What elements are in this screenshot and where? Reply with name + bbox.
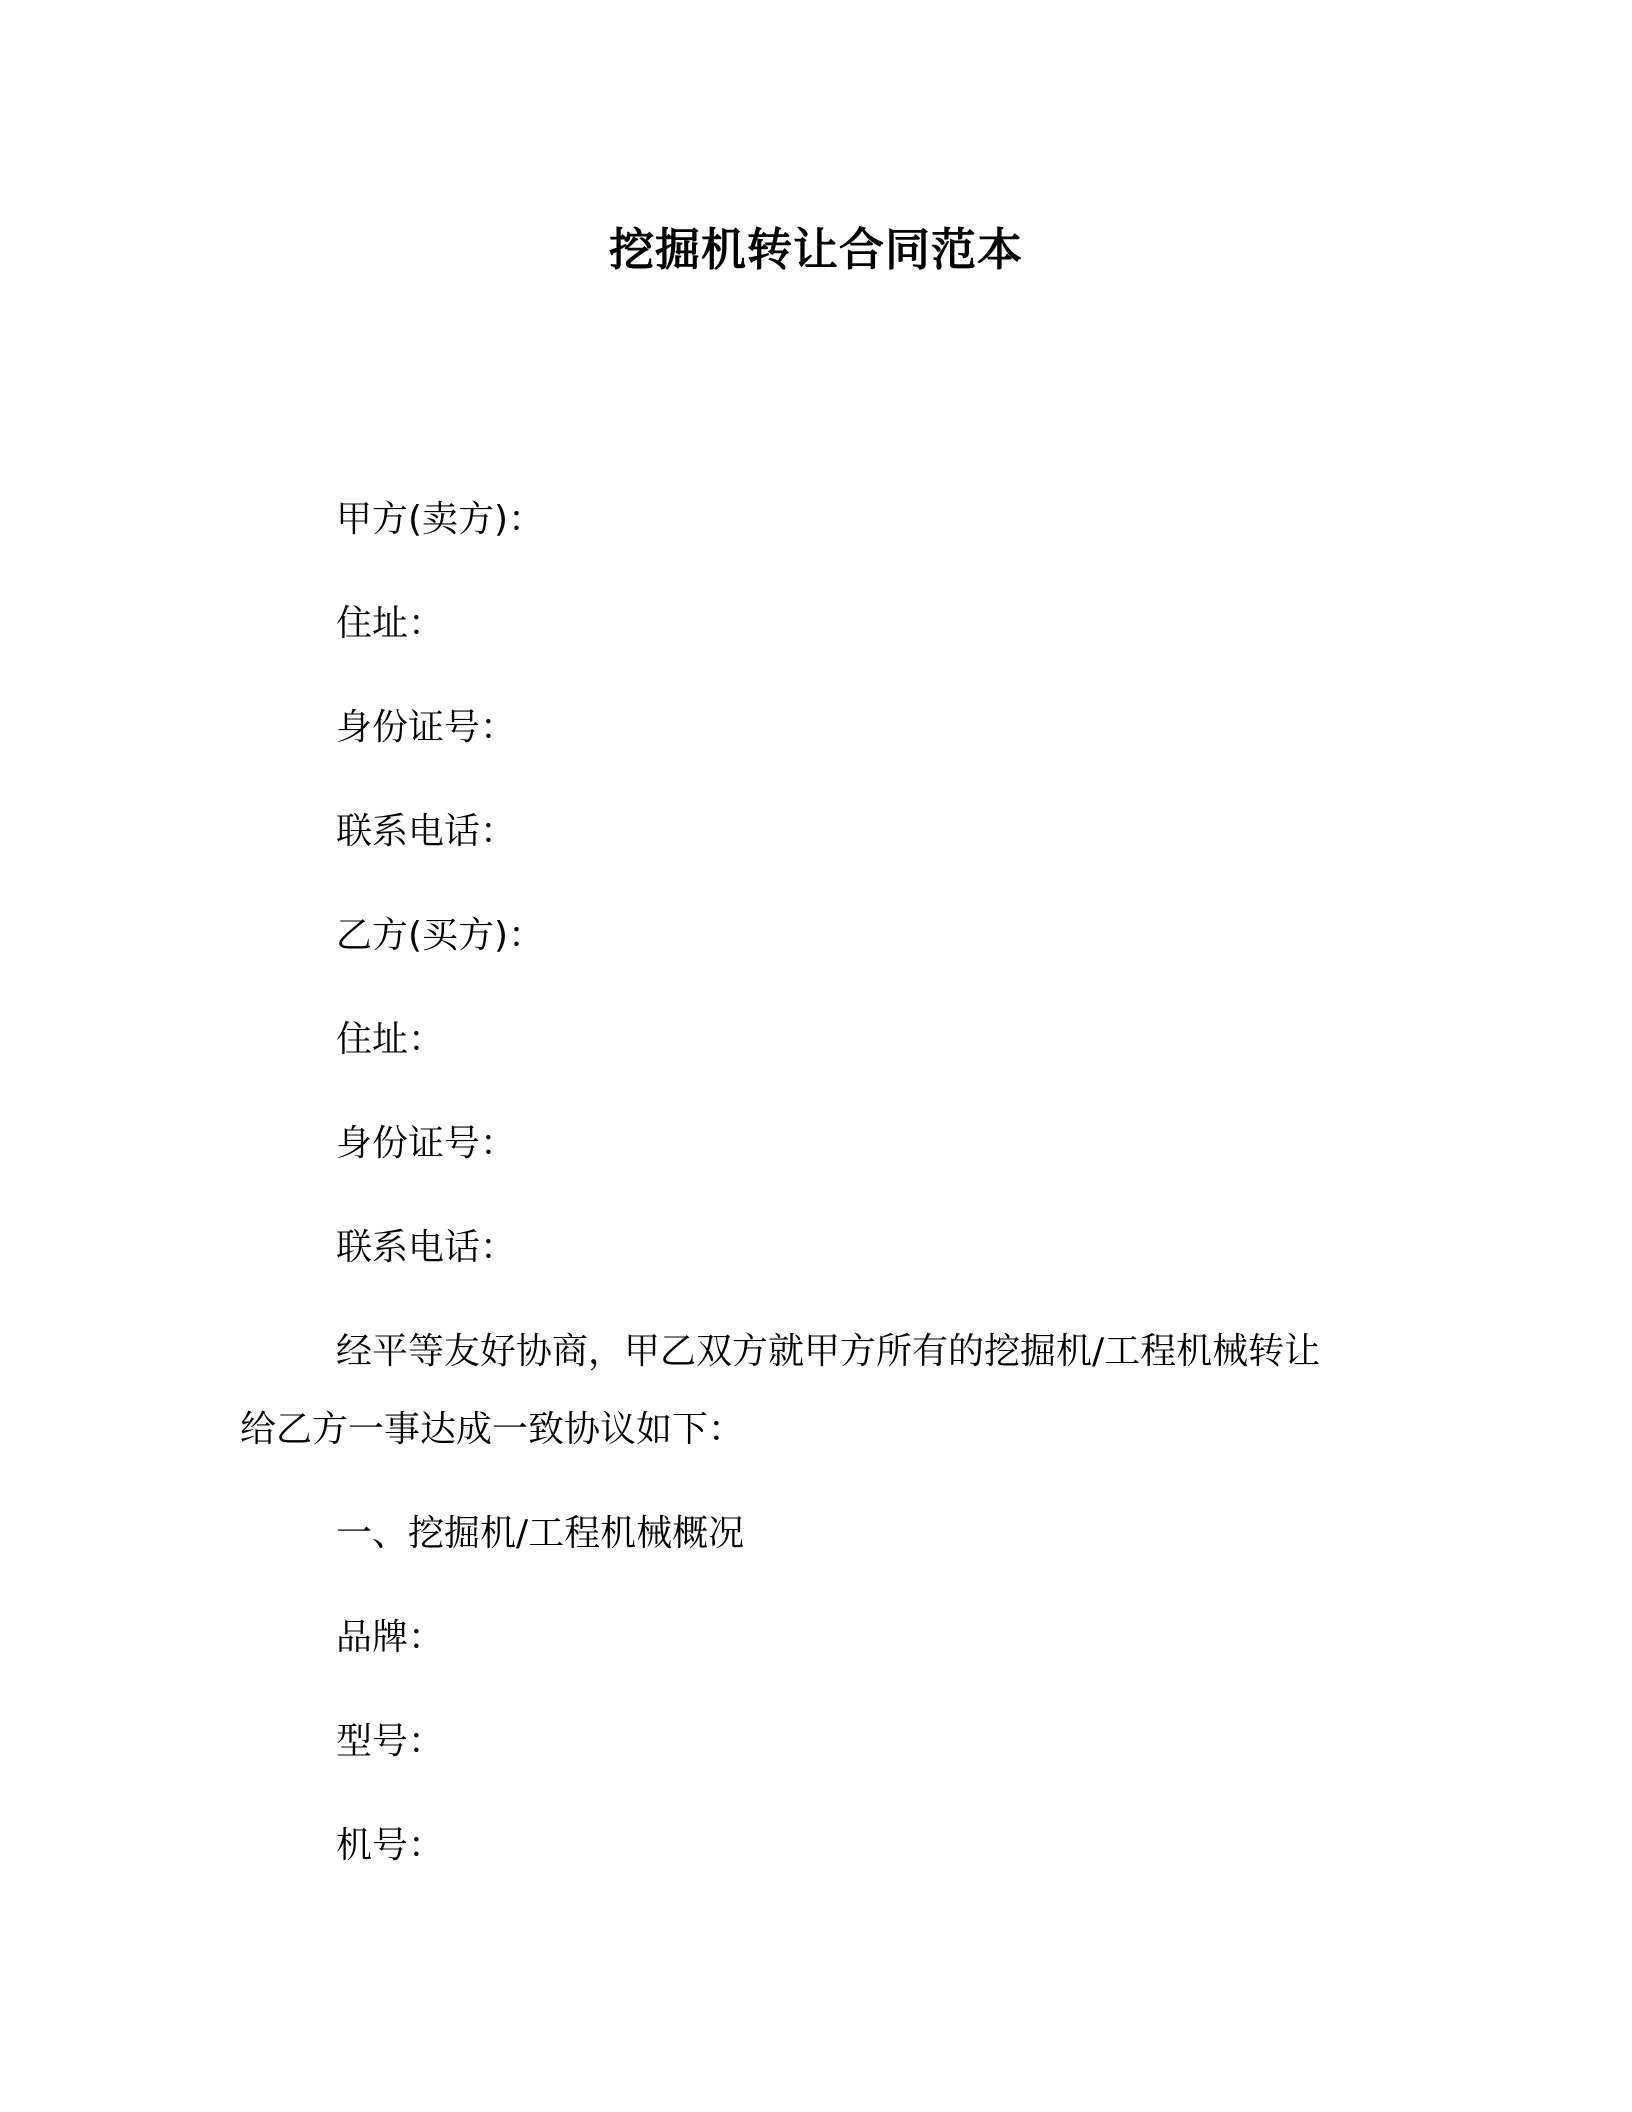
party-b-address-label: 住址：: [336, 1019, 445, 1060]
party-b-phone-label: 联系电话：: [336, 1227, 517, 1268]
section-1-heading: 一、挖掘机/工程机械概况: [336, 1513, 745, 1554]
brand-label: 品牌：: [336, 1617, 445, 1658]
party-b-id-label: 身份证号：: [336, 1123, 517, 1164]
model-label: 型号：: [336, 1721, 445, 1762]
machine-number-label: 机号：: [336, 1825, 445, 1866]
party-a-phone-label: 联系电话：: [336, 811, 517, 852]
party-a-heading: 甲方(卖方)：: [336, 499, 545, 540]
preamble-line-1: 经平等友好协商，甲乙双方就甲方所有的挖掘机/工程机械转让: [336, 1331, 1321, 1372]
party-a-id-label: 身份证号：: [336, 707, 517, 748]
preamble-line-2: 给乙方一事达成一致协议如下：: [240, 1409, 745, 1450]
party-b-heading: 乙方(买方)：: [336, 915, 545, 956]
document-title: 挖掘机转让合同范本: [608, 223, 1023, 276]
party-a-address-label: 住址：: [336, 603, 445, 644]
